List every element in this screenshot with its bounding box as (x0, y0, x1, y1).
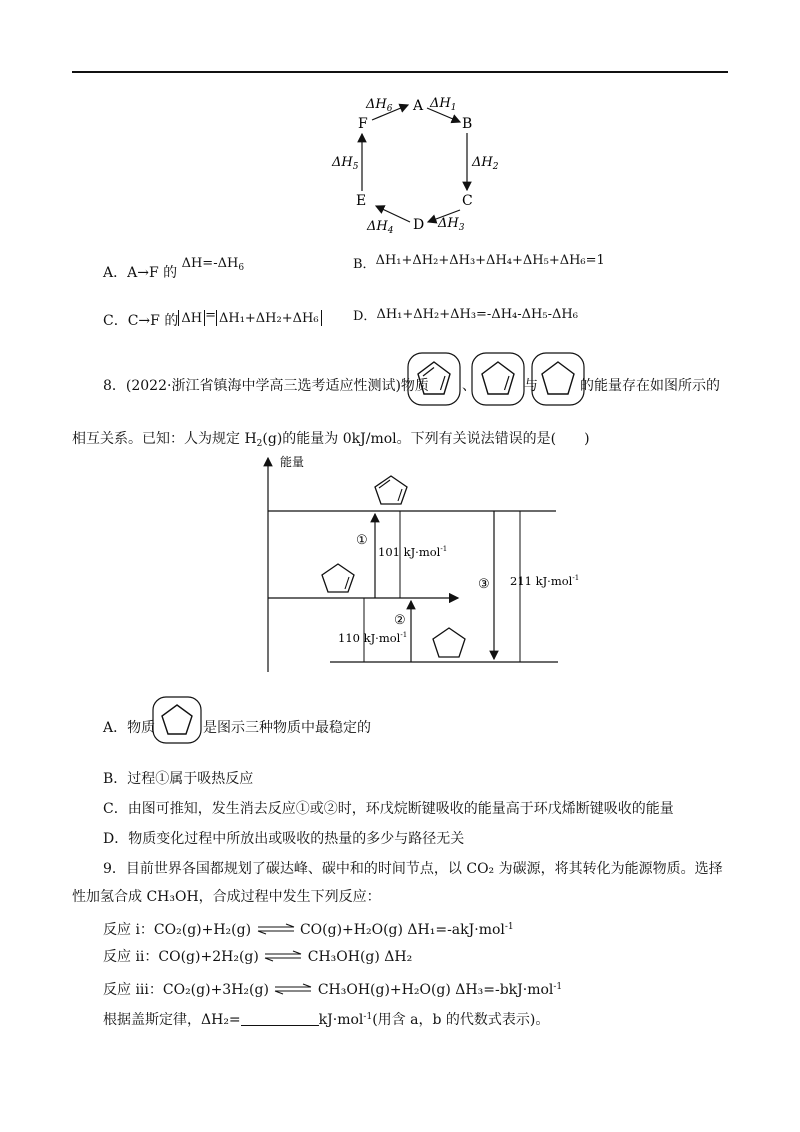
label-dH6: $\Delta H_6$ (366, 97, 393, 114)
q7-option-a-expr: $\Delta H=-\Delta H_6$ (181, 256, 245, 273)
diagram-cyclopentene-icon (322, 564, 354, 592)
equilibrium-arrow-icon (273, 983, 313, 995)
q9-stem-line1: 9．目前世界各国都规划了碳达峰、碳中和的时间节点，以 CO₂ 为碳源，将其转化为能源物质。选择 (103, 861, 723, 877)
label-dH5: $\Delta H_5$ (332, 155, 359, 172)
q8-separator-1: 、 (462, 378, 476, 394)
q7-option-c: C．C→F 的 ΔH = ΔH₁+ΔH₂+ΔH₆ (103, 312, 322, 332)
cyclopentadiene-structure (407, 352, 461, 406)
label-dH3: $\Delta H_3$ (438, 216, 465, 233)
q7-option-a (103, 256, 245, 287)
label-dH1: $\Delta H_1$ (430, 96, 457, 113)
node-C: C (462, 193, 473, 209)
hess-cycle-diagram (320, 88, 520, 238)
step-2-marker: ② (394, 613, 406, 628)
q9-stem-line2: 性加氢合成 CH₃OH，合成过程中发生下列反应： (72, 889, 381, 905)
q8-option-b: B．过程①属于吸热反应 (103, 771, 254, 787)
q9-answer-line: 根据盖斯定律，ΔH₂= kJ·mol$^{-1}$(用含 a，b 的代数式表示)。 (103, 1012, 550, 1028)
q7-option-c-label: C．C→F 的 (103, 313, 179, 329)
label-dH4: $\Delta H_4$ (367, 219, 394, 236)
q9-reaction-3: 反应 iii：CO₂(g)+3H₂(g) CH₃OH(g)+H₂O(g) ΔH₃=-bkJ·mol$^{-1}$ (103, 982, 563, 998)
cyclopentane-structure (531, 352, 585, 406)
node-D: D (413, 217, 425, 233)
q8-option-a-pre: A．物质 (103, 720, 156, 736)
q7-option-c-abs-rhs: ΔH₁+ΔH₂+ΔH₆ (216, 310, 322, 326)
energy-level-diagram (258, 452, 580, 674)
node-F: F (358, 116, 368, 132)
q8-option-c: C．由图可推知，发生消去反应①或②时，环戊烷断键吸收的能量高于环戊烯断键吸收的能量 (103, 801, 674, 817)
equilibrium-arrow-icon (256, 923, 296, 935)
step-1-marker: ① (356, 533, 368, 548)
diagram-cyclopentane-icon (433, 628, 465, 657)
step-3-value: 211 kJ·mol$^{-1}$ (510, 574, 580, 588)
label-dH2: $\Delta H_2$ (472, 155, 499, 172)
q7-option-d: D．ΔH₁+ΔH₂+ΔH₃=-ΔH₄-ΔH₅-ΔH₆ (353, 307, 578, 324)
top-rule (72, 71, 728, 73)
y-axis-label: 能量 (280, 455, 305, 469)
answer-blank[interactable] (241, 1013, 319, 1026)
cyclopentene-structure (471, 352, 525, 406)
q7-option-a-label: A．A→F 的 (103, 265, 178, 281)
node-B: B (462, 116, 473, 132)
equilibrium-arrow-icon (263, 950, 303, 962)
step-2-value: 110 kJ·mol$^{-1}$ (338, 631, 408, 645)
node-A: A (413, 98, 424, 114)
step-1-value: 101 kJ·mol$^{-1}$ (378, 545, 448, 559)
q9-reaction-1: 反应 i：CO₂(g)+H₂(g) CO(g)+H₂O(g) ΔH₁=-akJ·mol$^{-1}$ (103, 922, 514, 938)
node-E: E (356, 193, 367, 209)
q8-option-a-post: 是图示三种物质中最稳定的 (203, 720, 371, 736)
step-3-marker: ③ (478, 577, 490, 592)
q8-stem-part2: 的能量存在如图所示的 (580, 378, 720, 394)
diagram-cyclopentadiene-icon (375, 476, 407, 504)
q9-reaction-2: 反应 ii：CO(g)+2H₂(g) CH₃OH(g) ΔH₂ (103, 949, 413, 965)
q8-separator-2: 与 (524, 378, 538, 394)
q8-option-d: D．物质变化过程中所放出或吸收的热量的多少与路径无关 (103, 831, 465, 847)
q7-option-b: B．ΔH₁+ΔH₂+ΔH₃+ΔH₄+ΔH₅+ΔH₆=1 (353, 253, 605, 272)
option-a-cyclopentane-structure (152, 696, 202, 744)
q8-stem-line2: 相互关系。已知：人为规定 $H_2(g)$的能量为 0kJ/mol。下列有关说法错误的是( ) (72, 431, 590, 449)
q7-option-c-abs-lhs: ΔH (178, 310, 205, 326)
q8-stem-part1: 8．(2022·浙江省镇海中学高三选考适应性测试)物质 (103, 378, 429, 394)
